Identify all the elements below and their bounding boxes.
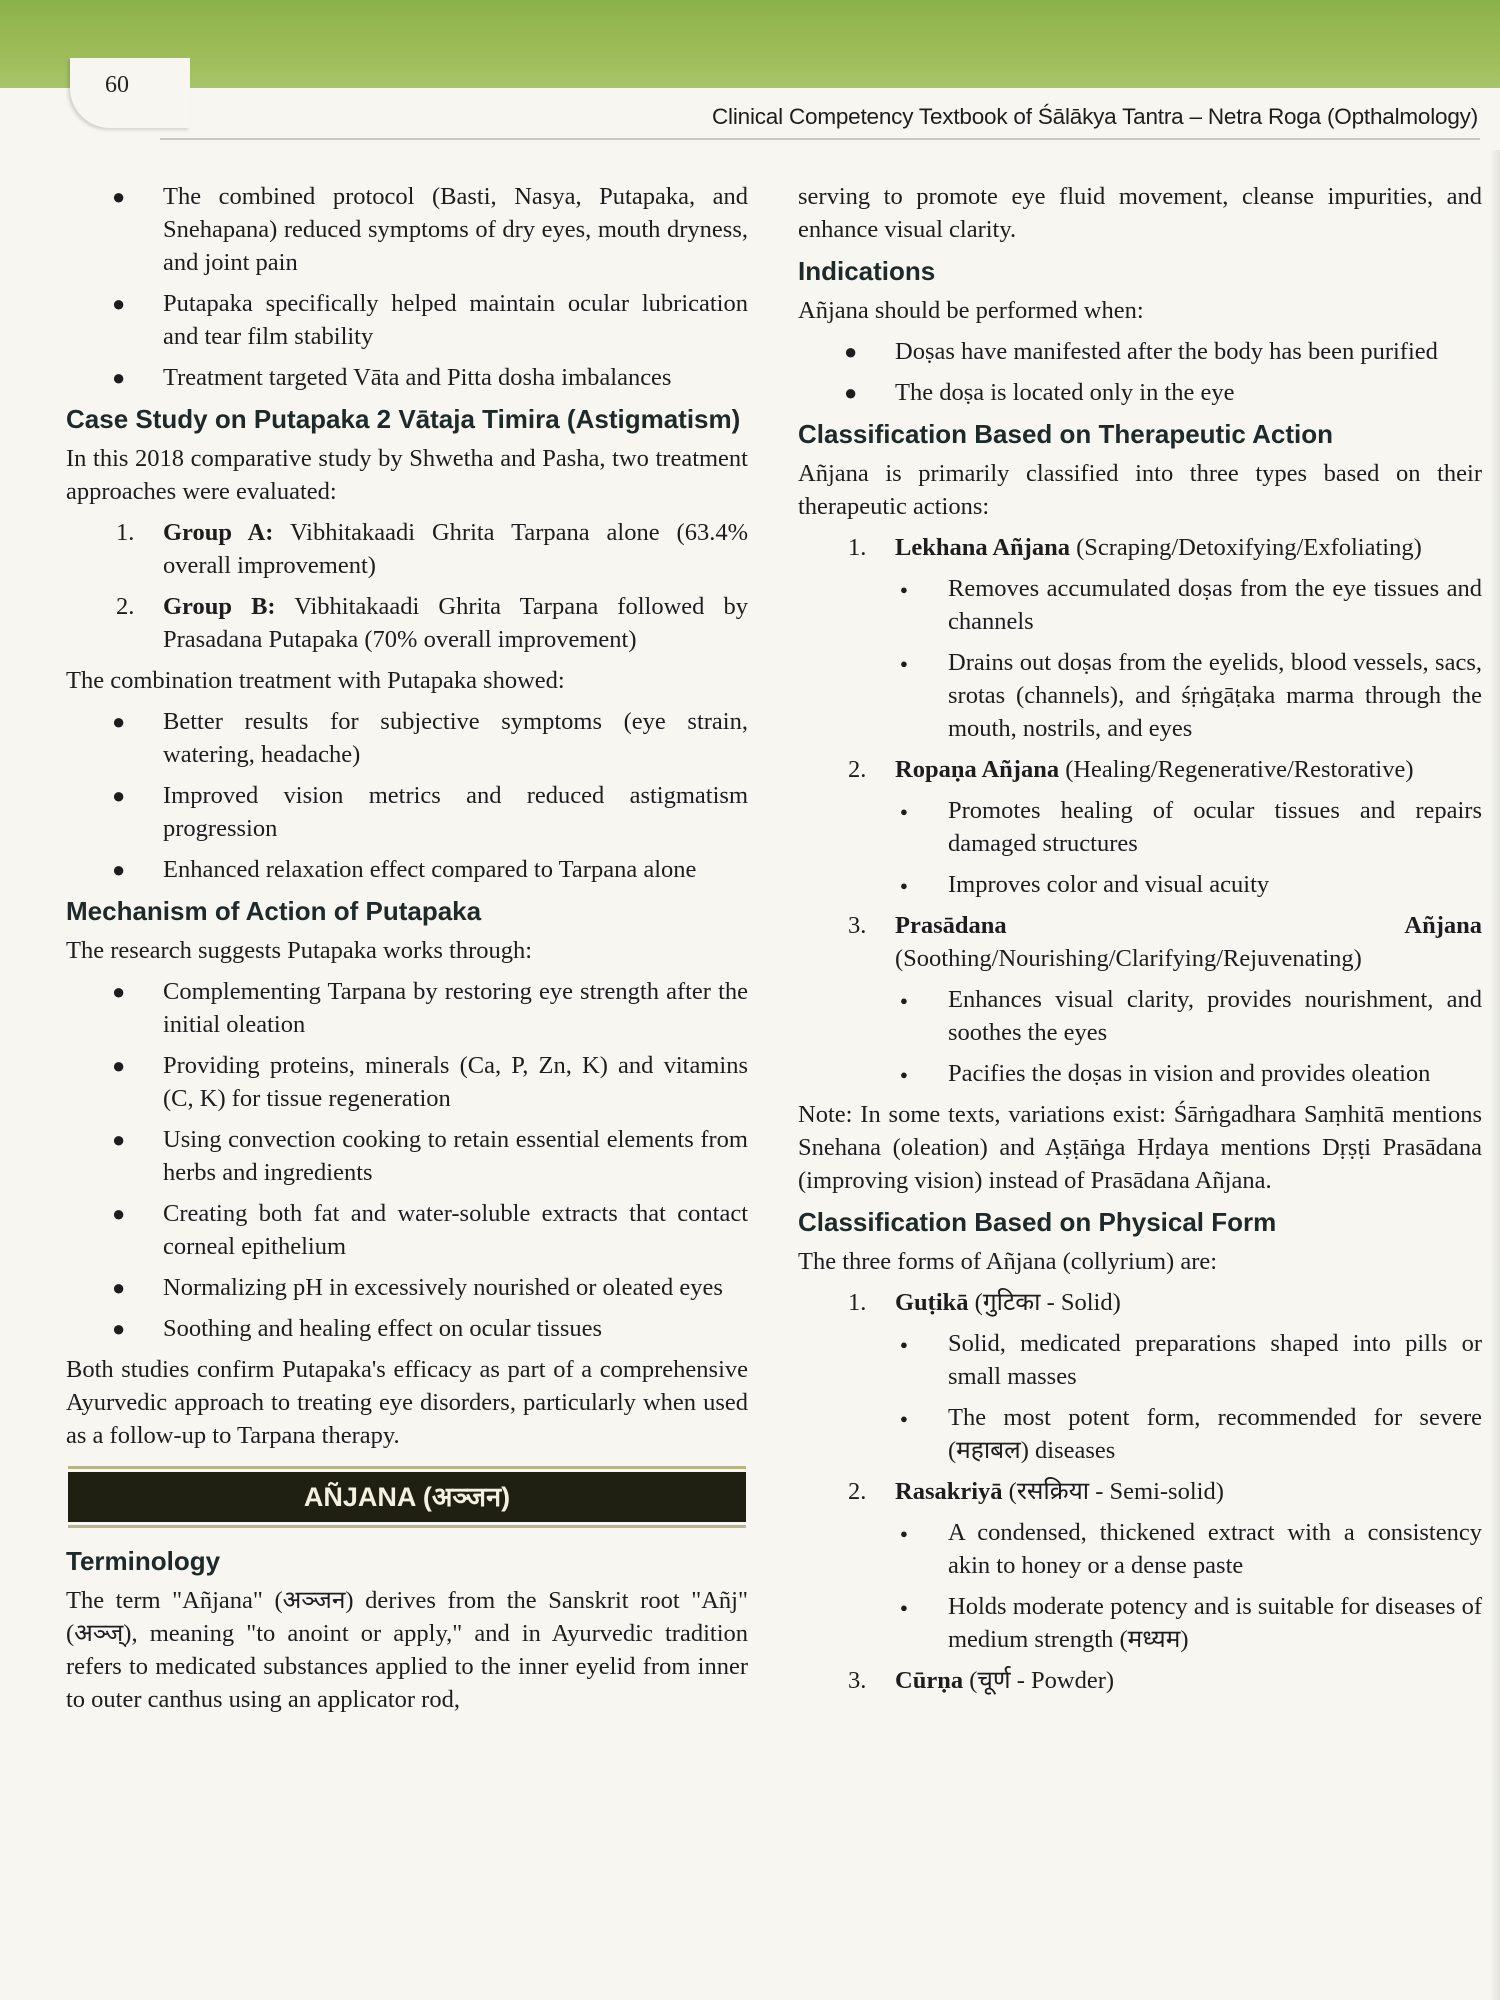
list-item: ● Improves color and visual acuity	[798, 868, 1482, 901]
banner-rule-bottom	[68, 1525, 746, 1528]
therapeutic-list-3	[798, 909, 1482, 975]
list-item: ● A condensed, thickened extract with a consistency akin to honey or a dense paste	[798, 1516, 1482, 1582]
group-list	[66, 516, 748, 656]
section-banner	[66, 1466, 748, 1528]
physical-heading: Classification Based on Physical Form	[798, 1207, 1277, 1237]
list-item: ● The most potent form, recommended for severe (महाबल) diseases	[798, 1401, 1482, 1467]
physical-list-3	[798, 1664, 1482, 1697]
list-item: ● Putapaka specifically helped maintain ocular lubrication and tear film stability	[66, 287, 748, 353]
list-item: ● Treatment targeted Vāta and Pitta dosha imbalances	[66, 361, 748, 394]
list-item: 2. Rasakriyā (रसक्रिया - Semi-solid)	[848, 1478, 1224, 1505]
ropana-points	[798, 794, 1482, 901]
list-item: ● Promotes healing of ocular tissues and repairs damaged structures	[798, 794, 1482, 860]
header-rule	[160, 138, 1480, 140]
running-title: Clinical Competency Textbook of Śālākya Tantra – Netra Roga (Opthalmology)	[711, 104, 1478, 129]
list-item: 2. Ropaṇa Añjana (Healing/Regenerative/Restorative)	[848, 756, 1414, 783]
list-item: ● Complementing Tarpana by restoring eye strength after the initial oleation	[66, 975, 748, 1041]
mechanism-intro: The research suggests Putapaka works through:	[66, 937, 533, 964]
header-color-band	[0, 0, 1500, 88]
list-item: ● The doṣa is located only in the eye	[798, 376, 1482, 409]
page-number: 60	[105, 72, 129, 98]
terminology-paragraph: The term "Añjana" (अञ्जन) derives from the Sanskrit root "Añj" (अञ्ज्), meaning "to anoint or apply," and in Ayurvedic tradition refers to medicated substances applied to the inner eyelid from inner to outer canthus using an applicator rod,	[66, 1587, 748, 1713]
list-item: ● Normalizing pH in excessively nourished or oleated eyes	[66, 1271, 748, 1304]
list-item: 1. Lekhana Añjana (Scraping/Detoxifying/Exfoliating)	[848, 534, 1422, 561]
banner-title: AÑJANA (अञ्जन)	[68, 1472, 746, 1522]
conclusion-paragraph: Both studies confirm Putapaka's efficacy as part of a comprehensive Ayurvedic approach to treating eye disorders, particularly when used as a follow-up to Tarpana therapy.	[66, 1356, 748, 1449]
list-item: ● Enhances visual clarity, provides nourishment, and soothes the eyes	[798, 983, 1482, 1049]
list-item: ● Better results for subjective symptoms (eye strain, watering, headache)	[66, 705, 748, 771]
list-item: ● Creating both fat and water-soluble extracts that contact corneal epithelium	[66, 1197, 748, 1263]
combination-intro: The combination treatment with Putapaka showed:	[66, 667, 565, 694]
page-number-tab	[70, 58, 190, 128]
list-item: ● Doṣas have manifested after the body has been purified	[798, 335, 1482, 368]
list-item: ● Using convection cooking to retain essential elements from herbs and ingredients	[66, 1123, 748, 1189]
banner-rule-top	[68, 1466, 746, 1469]
list-item: 3. Prasādana Añjana (Soothing/Nourishing/Clarifying/Rejuvenating)	[848, 912, 1482, 972]
indications-bullet-list	[798, 335, 1482, 409]
list-item: ● Drains out doṣas from the eyelids, blood vessels, sacs, srotas (channels), and śṛṅgāṭaka marma through the mouth, nostrils, and eyes	[798, 646, 1482, 745]
therapeutic-intro: Añjana is primarily classified into three types based on their therapeutic actions:	[798, 460, 1482, 520]
combination-bullet-list	[66, 705, 748, 886]
intro-bullet-list	[66, 180, 748, 394]
therapeutic-list-2	[798, 753, 1482, 786]
list-item: ● Improved vision metrics and reduced astigmatism progression	[66, 779, 748, 845]
physical-intro: The three forms of Añjana (collyrium) are:	[798, 1248, 1218, 1275]
terminology-heading: Terminology	[66, 1546, 221, 1576]
list-item: ● Solid, medicated preparations shaped into pills or small masses	[798, 1327, 1482, 1393]
physical-list-2	[798, 1475, 1482, 1508]
page-edge-shadow	[1490, 150, 1500, 2000]
list-item: 3. Cūrṇa (चूर्ण - Powder)	[848, 1667, 1115, 1694]
indications-heading: Indications	[798, 256, 936, 286]
rasakriya-points	[798, 1516, 1482, 1656]
list-item: 2. Group B: Vibhitakaadi Ghrita Tarpana followed by Prasadana Putapaka (70% overall improvement)	[116, 593, 748, 653]
therapeutic-list	[798, 531, 1482, 564]
list-item: ● Removes accumulated doṣas from the eye tissues and channels	[798, 572, 1482, 638]
list-item: ● Providing proteins, minerals (Ca, P, Zn, K) and vitamins (C, K) for tissue regeneration	[66, 1049, 748, 1115]
therapeutic-heading: Classification Based on Therapeutic Action	[798, 419, 1334, 449]
list-item: ● Soothing and healing effect on ocular tissues	[66, 1312, 748, 1345]
note-paragraph: Note: In some texts, variations exist: Śārṅgadhara Saṃhitā mentions Snehana (oleation) and Aṣṭāṅga Hṛdaya mentions Dṛṣṭi Prasādana (improving vision) instead of Prasādana Añjana.	[798, 1101, 1482, 1194]
right-column	[798, 180, 1482, 1705]
prasadana-points	[798, 983, 1482, 1090]
mechanism-heading: Mechanism of Action of Putapaka	[66, 896, 482, 926]
continuation-paragraph: serving to promote eye fluid movement, cleanse impurities, and enhance visual clarity.	[798, 183, 1482, 243]
case-study-intro: In this 2018 comparative study by Shwetha and Pasha, two treatment approaches were evaluated:	[66, 445, 748, 505]
list-item: 1. Guṭikā (गुटिका - Solid)	[848, 1289, 1121, 1316]
list-item: ● Enhanced relaxation effect compared to Tarpana alone	[66, 853, 748, 886]
mechanism-bullet-list	[66, 975, 748, 1345]
list-item: ● Pacifies the doṣas in vision and provides oleation	[798, 1057, 1482, 1090]
list-item: ● Holds moderate potency and is suitable for diseases of medium strength (मध्यम)	[798, 1590, 1482, 1656]
gutika-points	[798, 1327, 1482, 1467]
case-study-heading: Case Study on Putapaka 2 Vātaja Timira (Astigmatism)	[66, 404, 741, 434]
list-item: ● The combined protocol (Basti, Nasya, Putapaka, and Snehapana) reduced symptoms of dry eyes, mouth dryness, and joint pain	[66, 180, 748, 279]
left-column	[66, 180, 748, 1724]
lekhana-points	[798, 572, 1482, 745]
list-item: 1. Group A: Vibhitakaadi Ghrita Tarpana alone (63.4% overall improvement)	[116, 519, 748, 579]
indications-intro: Añjana should be performed when:	[798, 297, 1144, 324]
physical-list	[798, 1286, 1482, 1319]
